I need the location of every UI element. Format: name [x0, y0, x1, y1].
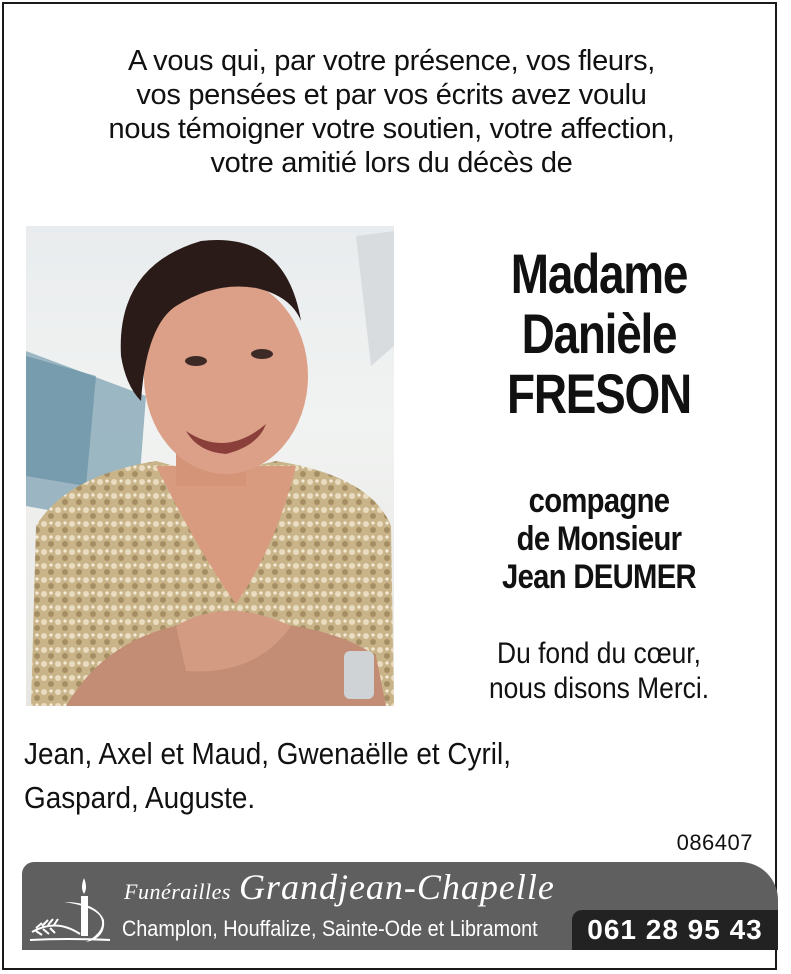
obituary-card	[2, 2, 777, 970]
deceased-last-name: FRESON	[507, 362, 691, 425]
intro-text	[4, 44, 779, 180]
family-names	[24, 732, 724, 820]
funeral-home-prefix: Funérailles	[124, 879, 231, 904]
intro-line: vos pensées et par vos écrits avez voulu	[136, 79, 647, 111]
reference-number: 086407	[676, 830, 753, 855]
deceased-name	[414, 244, 784, 424]
funeral-home-brand: Grandjean-Chapelle	[238, 867, 555, 907]
thanks-line: Du fond du cœur,	[497, 637, 701, 670]
thanks-message	[414, 636, 784, 706]
companion-line: compagne	[528, 482, 670, 520]
companion-line: de Monsieur	[516, 520, 682, 558]
funeral-home-banner	[22, 862, 778, 950]
funeral-home-phone: 061 28 95 43	[572, 910, 778, 950]
family-line: Jean, Axel et Maud, Gwenaëlle et Cyril,	[24, 736, 511, 771]
portrait-photo	[26, 226, 394, 706]
companion-name: Jean DEUMER	[502, 558, 696, 596]
funeral-home-name	[124, 866, 555, 908]
portrait-illustration	[26, 226, 394, 706]
intro-line: A vous qui, par votre présence, vos fleurs,	[127, 45, 656, 77]
funeral-home-locations: Champlon, Houffalize, Sainte-Ode et Libramont	[122, 916, 538, 941]
family-line: Gaspard, Auguste.	[24, 780, 256, 815]
thanks-line: nous disons Merci.	[488, 672, 710, 705]
candle-wheat-logo-icon	[26, 868, 110, 948]
companion-block	[414, 482, 784, 596]
deceased-first-name: Danièle	[521, 302, 677, 365]
intro-line: nous témoigner votre soutien, votre affection,	[108, 113, 675, 145]
intro-line: votre amitié lors du décès de	[210, 147, 573, 179]
deceased-title: Madame	[510, 242, 688, 305]
